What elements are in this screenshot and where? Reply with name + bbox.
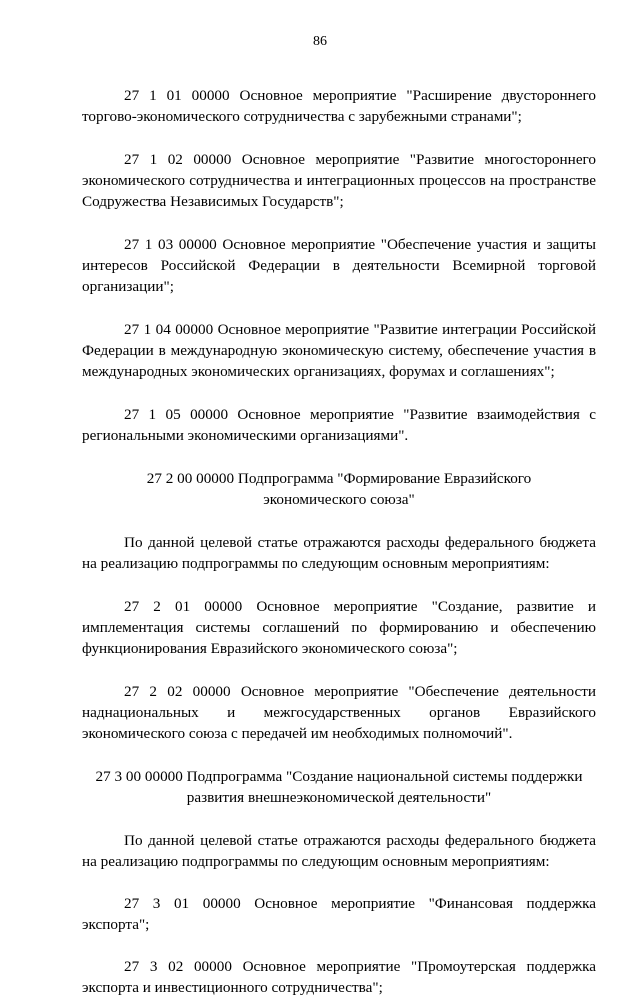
paragraph-27-2-02: 27 2 02 00000 Основное мероприятие "Обеспечение деятельности наднациональных и межгосударственных органов Евразийского экономического союза с передачей им необходимых полномочий". <box>82 683 596 742</box>
paragraph-27-1-01: 27 1 01 00000 Основное мероприятие "Расширение двустороннего торгово-экономического сотрудничества с зарубежными странами"; <box>82 87 596 125</box>
subprogram-heading-27-2: 27 2 00 00000 Подпрограмма "Формирование Евразийского экономического союза" <box>146 470 532 508</box>
subprogram-heading-27-3: 27 3 00 00000 Подпрограмма "Создание национальной системы поддержки развития внешнеэкономической деятельности" <box>95 768 583 806</box>
paragraph-27-1-04: 27 1 04 00000 Основное мероприятие "Развитие интеграции Российской Федерации в международную экономическую систему, обеспечение участия в международных экономических организациях, форумах и соглашениях"; <box>82 321 596 380</box>
page-number: 86 <box>313 34 327 49</box>
paragraph-intro-27-3: По данной целевой статье отражаются расходы федерального бюджета на реализацию подпрограммы по следующим основным мероприятиям: <box>82 832 596 870</box>
paragraph-27-1-05: 27 1 05 00000 Основное мероприятие "Развитие взаимодействия с региональными экономическими организациями". <box>82 406 596 444</box>
paragraph-intro-27-2: По данной целевой статье отражаются расходы федерального бюджета на реализацию подпрограммы по следующим основным мероприятиям: <box>82 534 596 572</box>
paragraph-27-1-02: 27 1 02 00000 Основное мероприятие "Развитие многостороннего экономического сотрудничества и интеграционных процессов на пространстве Содружества Независимых Государств"; <box>82 151 596 210</box>
paragraph-27-2-01: 27 2 01 00000 Основное мероприятие "Создание, развитие и имплементация системы соглашений по формированию и обеспечению функционирования Евразийского экономического союза"; <box>82 598 596 657</box>
document-body <box>82 85 596 998</box>
paragraph-27-3-01: 27 3 01 00000 Основное мероприятие "Финансовая поддержка экспорта"; <box>82 895 596 933</box>
paragraph-27-3-02: 27 3 02 00000 Основное мероприятие "Промоутерская поддержка экспорта и инвестиционного сотрудничества"; <box>82 958 596 996</box>
paragraph-27-1-03: 27 1 03 00000 Основное мероприятие "Обеспечение участия и защиты интересов Российской Федерации в деятельности Всемирной торговой организации"; <box>82 236 596 295</box>
